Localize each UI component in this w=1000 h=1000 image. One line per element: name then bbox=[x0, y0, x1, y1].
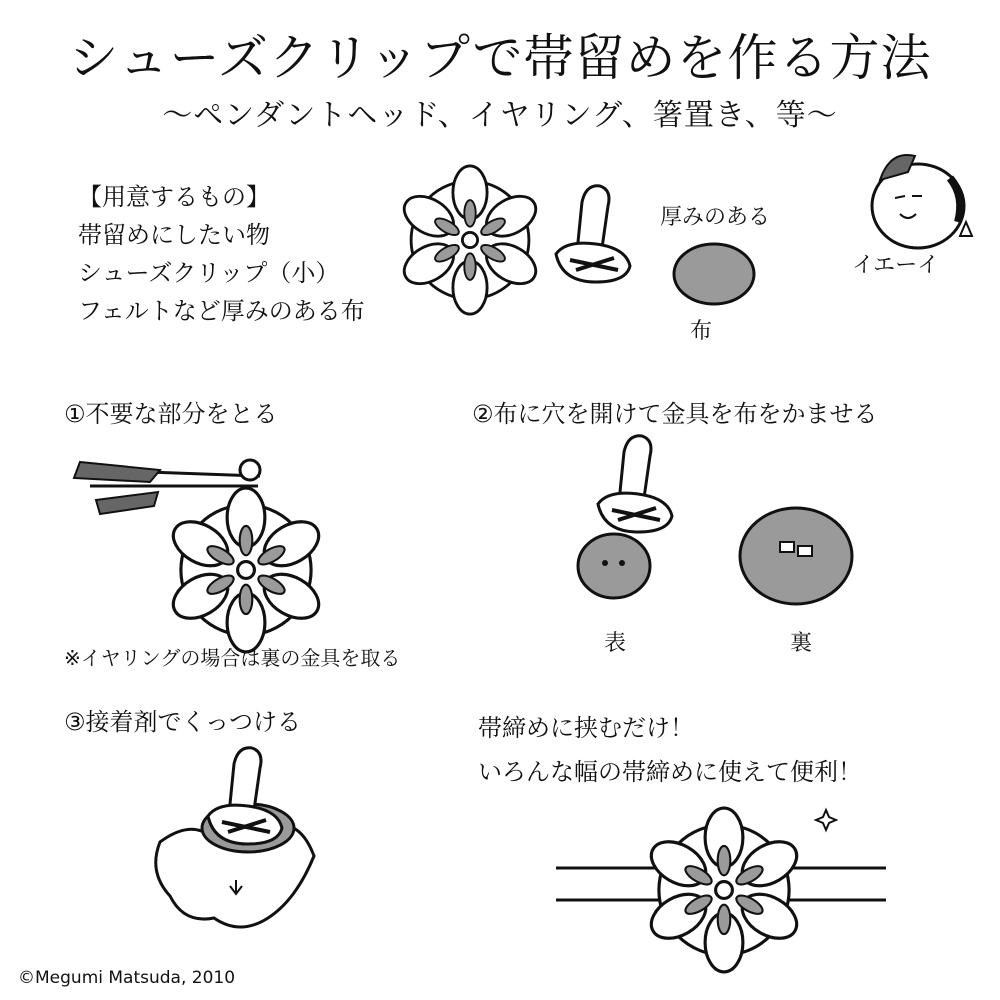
character-icon bbox=[872, 155, 972, 248]
final-line2: いろんな幅の帯締めに使えて便利！ bbox=[478, 758, 862, 786]
materials-item: フェルトなど厚みのある布 bbox=[78, 297, 365, 325]
clip-step3-icon bbox=[208, 748, 282, 844]
character-speech: イエーイ bbox=[852, 253, 940, 278]
step3-title: ③接着剤でくっつける bbox=[64, 708, 302, 736]
shoe-clip-icon bbox=[556, 186, 630, 282]
step1-title: ①不要な部分をとる bbox=[64, 400, 278, 428]
page-subtitle: ～ペンダントヘッド、イヤリング、箸置き、等～ bbox=[162, 98, 838, 133]
front-label: 表 bbox=[604, 631, 627, 656]
fabric-label: 布 bbox=[690, 319, 713, 344]
fabric-back-icon bbox=[740, 508, 852, 604]
copyright: ©Megumi Matsuda, 2010 bbox=[18, 968, 236, 988]
final-line1: 帯締めに挟むだけ！ bbox=[478, 714, 694, 742]
thick-label: 厚みのある bbox=[660, 205, 771, 230]
snowflake-pendant-icon bbox=[397, 166, 542, 314]
clip-step2-icon bbox=[598, 436, 672, 532]
fabric-icon bbox=[674, 244, 754, 304]
materials-item: 帯留めにしたい物 bbox=[78, 221, 270, 249]
materials-heading: 【用意するもの】 bbox=[78, 183, 270, 211]
flower-final-icon bbox=[644, 808, 805, 972]
sparkle-icon bbox=[816, 810, 836, 830]
back-label: 裏 bbox=[790, 631, 813, 656]
materials-item: シューズクリップ（小） bbox=[78, 259, 340, 287]
step2-title: ②布に穴を開けて金具を布をかませる bbox=[472, 400, 878, 428]
fabric-front-icon bbox=[578, 534, 650, 598]
final-text bbox=[478, 706, 862, 794]
page-title: シューズクリップで帯留めを作る方法 bbox=[68, 29, 932, 87]
step1-note: ※イヤリングの場合は裏の金具を取る bbox=[64, 646, 401, 670]
snowflake-step1-icon bbox=[166, 488, 327, 652]
